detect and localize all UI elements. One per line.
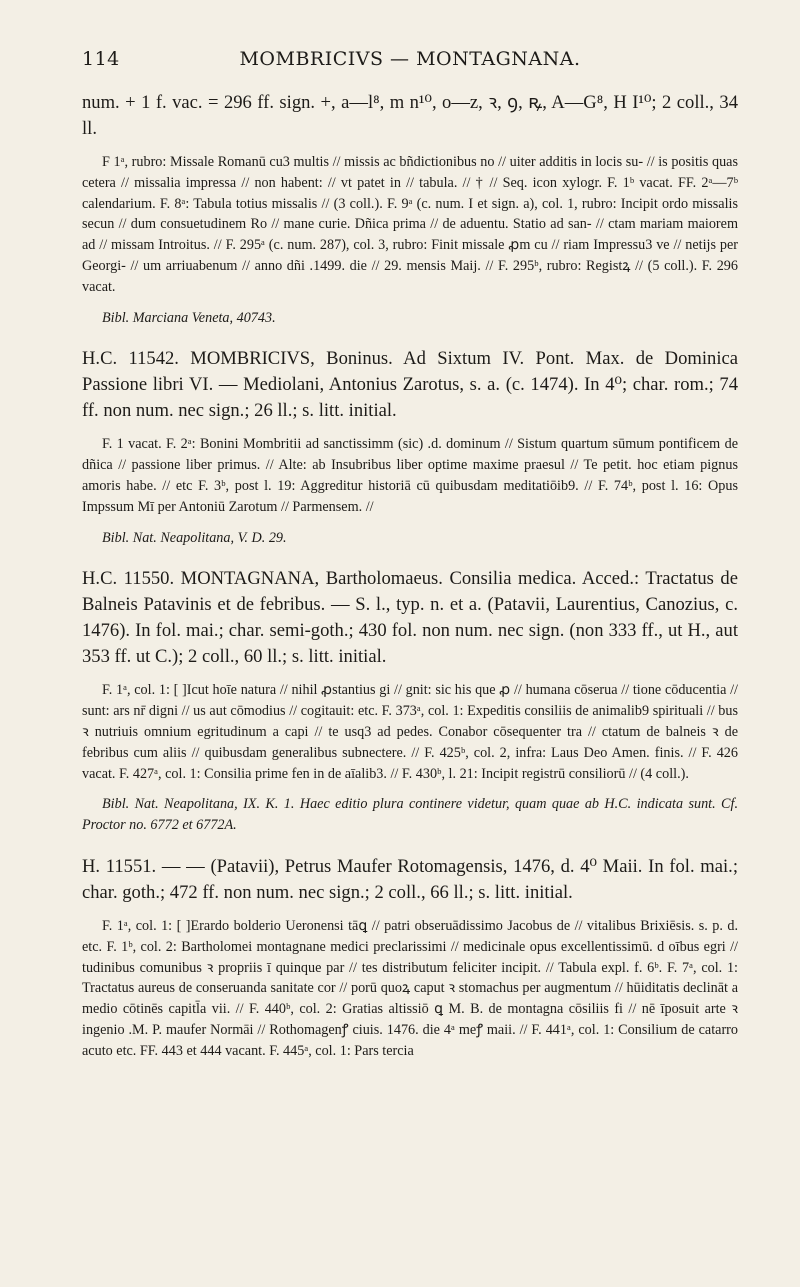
entry1-library: Bibl. Nat. Neapolitana, V. D. 29. [102,529,287,546]
entry0-description: F 1ᵃ, rubro: Missale Romanū cu3 multis // missis ac bñdictionibus no // uiter additis in locis su- // is positis quas cetera // missalia impressa // non habent: // vt patet in // tabula. // † // Seq. icon xylogr. F. 1ᵇ vacat. FF. 2ᵃ—7ᵇ calendarium. F. 8ᵃ: Tabula totius missalis // (3 coll.). F. 9ᵃ (c. num. I et sign. a), col. 1, rubro: Incipit ordo missalis secun // dum consuetudinem Ro // mane curie. Dñica prima // de aduentu. Statio ad san- // ctam mariam maiorem ad // missam Introitus. // F. 295ᵃ (c. num. 287), col. 3, rubro: Finit missale ꝓm cu // riam Impressu3 ve // netijs per Georgi- // um arriuabenum // anno dñi .1499. die // 29. mensis Maij. // F. 295ᵇ, rubro: Registꝝ // (5 coll.). F. 296 vacat. [82,154,738,295]
page-number: 114 [82,48,120,70]
entry2-heading: H.C. 11550. MONTAGNANA, Bartholomaeus. Consilia medica. Acced.: Tractatus de Balneis Patavinis et de febribus. — S. l., typ. n. et a. (Patavii, Laurentius, Canozius, c. 1476). In fol. mai.; char. semi-goth.; 430 fol. non num. nec sign. (non 333 ff., ut H., aut 353 ff. ut C.); 2 coll., 60 ll.; s. litt. initial. [82,568,738,668]
entry3-heading: H. 11551. — — (Patavii), Petrus Maufer Rotomagensis, 1476, d. 4⁰ Maii. In fol. mai.; char. goth.; 472 ff. non num. nec sign.; 2 coll., 66 ll.; s. litt. initial. [82,855,738,903]
catalogue-text [82,90,738,1062]
entry2-description: F. 1ᵃ, col. 1: [ ]Icut hoīe natura // nihil ꝓstantius gi // gnit: sic his que ꝓ // humana cōserua // tione cōducentia // sunt: ars nr̄ digni // us aut cōmodius // cogitauit: etc. F. 373ᵃ, col. 1: Expeditis consiliis de animalib9 spirituali // bus ꝛ nutriuis omnium egritudinum a capi // te usq3 ad pedes. Conabor cōsequenter tra // ctatum de balneis ꝛ de febribus cum aliis // quibusdam generalibus subnectere. // F. 425ᵇ, col. 2, infra: Laus Deo Amen. finis. // F. 426 vacat. F. 427ᵃ, col. 1: Consilia prime fen in de aīalib3. // F. 430ᵇ, l. 21: Incipit registrū consiliorū // (4 coll.). [82,682,738,782]
entry0-collation: num. + 1 f. vac. = 296 ff. sign. +, a—l⁸, m n¹⁰, o—z, ꝛ, ꝯ, ꝶ, A—G⁸, H I¹⁰; 2 coll., 34 ll. [82,92,738,139]
entry1-description: F. 1 vacat. F. 2ᵃ: Bonini Mombritii ad sanctissimm (sic) .d. dominum // Sistum quartum sūmum pontificem de dñica // passione liber primus. // Alte: ab Insubribus liber optime maxime praesul // Te petit. hoc etiam pignus amoris habe. // etc F. 3ᵇ, post l. 19: Aggreditur historiā cū quibusdam meditatiōib9. // F. 74ᵇ, post l. 16: Opus Impssum Mī per Antoniū Zarotum // Parmensem. // [82,436,738,515]
running-title: MOMBRICIVS — MONTAGNANA. [239,48,581,70]
entry3-description: F. 1ᵃ, col. 1: [ ]Erardo bolderio Ueronensi tāꝗ // patri obseruādissimo Jacobus de // vitalibus Brixiēsis. s. p. d. etc. F. 1ᵇ, col. 2: Bartholomei montagnane medici preclarissimi // medicinale opus excellentissimū. d oībus egri // tudinibus comunibus ꝛ propriis ī quinque par // tes distributum feliciter incipit. // Tabula expl. f. 6ᵇ. F. 7ᵃ, col. 1: Tractatus aureus de conseruanda sanitate cor // porū quoꝝ caput ꝛ stomachus per augmentum // hūiditatis declināt a medio cōtinēs capitl̄a vii. // F. 440ᵇ, col. 2: Gratias altissiō ꝗ M. B. de montagna cōsiliis fi // nē īposuit arte ꝛ ingenio .M. P. maufer Normāi // Rothomagenꝭ ciuis. 1476. die 4ᵃ meꝭ maii. // F. 441ᵃ, col. 1: Consilium de catarro acuto etc. FF. 443 et 444 vacant. F. 445ᵃ, col. 1: Pars tercia [82,917,738,1059]
entry2-library: Bibl. Nat. Neapolitana, IX. K. 1. Haec editio plura continere videtur, quam quae ab H.C. indicata sunt. Cf. Proctor no. 6772 et 6772A. [82,796,738,834]
entry0-library: Bibl. Marciana Veneta, 40743. [102,309,276,326]
entry1-heading: H.C. 11542. MOMBRICIVS, Boninus. Ad Sixtum IV. Pont. Max. de Dominica Passione libri VI. — Mediolani, Antonius Zarotus, s. a. (c. 1474). In 4⁰; char. rom.; 74 ff. non num. nec sign.; 26 ll.; s. litt. initial. [82,348,738,422]
